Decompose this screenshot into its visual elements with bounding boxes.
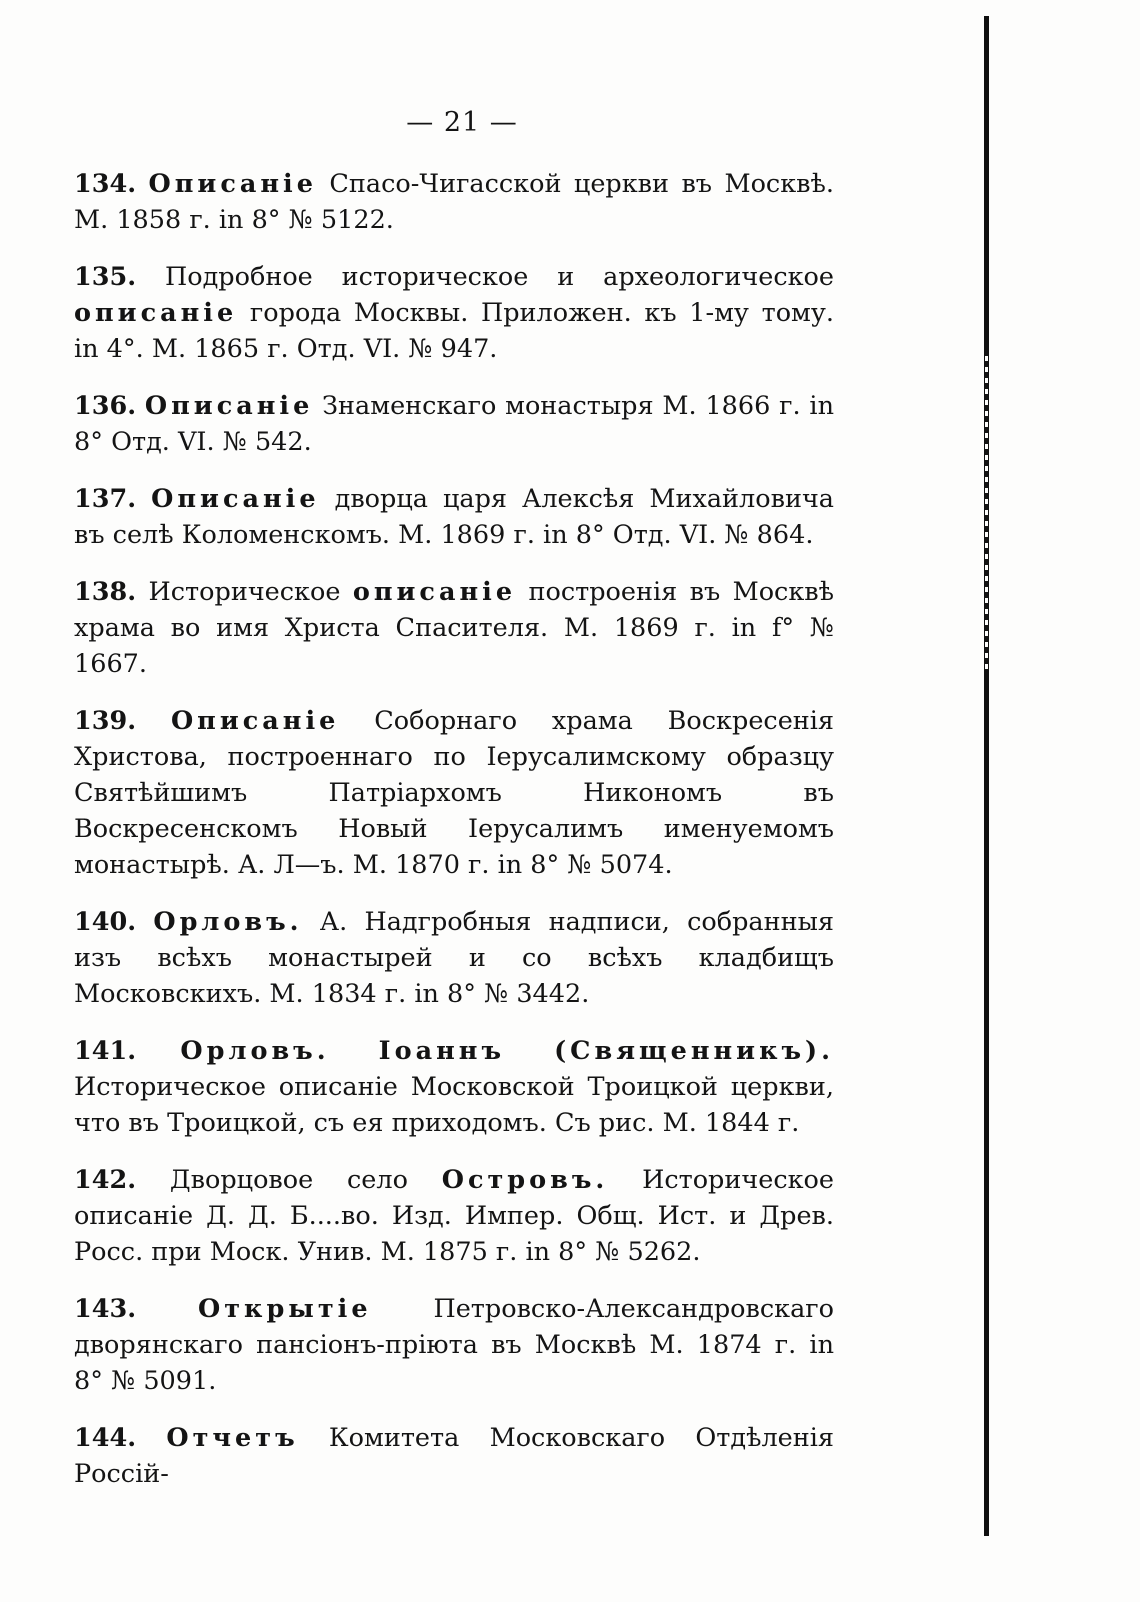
entry-number: 140. (74, 907, 137, 937)
bibliography-entry-144 (74, 1420, 834, 1492)
entry-number: 143. (74, 1294, 137, 1324)
entry-text: А. Надгробныя надписи, собранныя изъ всѣхъ монастырей и со всѣхъ кладбищъ Московскихъ. М. 1834 г. in 8° № 3442. (74, 907, 835, 1009)
page-edge-line-faded (985, 350, 988, 670)
bibliography-entry-140 (74, 904, 834, 1012)
entry-title: Островъ. (441, 1165, 609, 1195)
entry-text: Соборнаго храма Воскресенія Христова, построеннаго по Іерусалимскому образцу Святѣйшимъ Патріархомъ Никономъ въ Воскресенскомъ Новый Іерусалимъ именуемомъ монастырѣ. А. Л—ъ. М. 1870 г. in 8° № 5074. (74, 706, 835, 880)
entry-number: 136. (74, 391, 137, 421)
bibliography-list (74, 166, 834, 1513)
entry-text: Комитета Московскаго Отдѣленія Россій- (74, 1423, 834, 1489)
page-edge-line (984, 16, 989, 1536)
entry-number: 135. (74, 262, 137, 292)
entry-number: 137. (74, 484, 137, 514)
bibliography-entry-134 (74, 166, 834, 238)
entry-title: Отчетъ (166, 1423, 299, 1453)
entry-title: описаніе (352, 577, 517, 607)
entry-title: Описаніе (170, 706, 340, 736)
entry-text: построенія въ Москвѣ храма во имя Христа Спасителя. М. 1869 г. in f° № 1667. (74, 577, 835, 679)
entry-title: Открытіе (198, 1294, 372, 1324)
bibliography-entry-137 (74, 481, 834, 553)
entry-text: Петровско-Александровскаго дворянскаго пансіонъ-пріюта въ Москвѣ М. 1874 г. in 8° № 5091. (74, 1294, 835, 1396)
entry-text: Историческое описаніе Московской Троицкой церкви, что въ Троицкой, съ ея приходомъ. Съ рис. М. 1844 г. (74, 1072, 834, 1138)
bibliography-entry-143 (74, 1291, 834, 1399)
bibliography-entry-135 (74, 259, 834, 367)
entry-title: Орловъ. (153, 907, 303, 937)
bibliography-entry-136 (74, 388, 834, 460)
entry-number: 141. (74, 1036, 137, 1066)
entry-number: 142. (74, 1165, 137, 1195)
entry-text: Знаменскаго монастыря М. 1866 г. in 8° Отд. VI. № 542. (74, 391, 834, 457)
entry-title: описаніе (74, 298, 238, 328)
entry-number: 139. (74, 706, 137, 736)
bibliography-entry-138 (74, 574, 834, 682)
entry-number: 134. (74, 169, 137, 199)
entry-text: города Москвы. Приложен. къ 1-му тому. in 4°. М. 1865 г. Отд. VI. № 947. (74, 298, 835, 364)
entry-text: Историческое описаніе Д. Д. Б....во. Изд. Импер. Общ. Ист. и Древ. Росс. при Моск. Унив. М. 1875 г. in 8° № 5262. (74, 1165, 834, 1267)
entry-text-before: Подробное историческое и археологическое (165, 262, 835, 292)
entry-number: 144. (74, 1423, 137, 1453)
entry-title: Описаніе (148, 169, 317, 199)
entry-number: 138. (74, 577, 137, 607)
entry-text: Спасо-Чигасской церкви въ Москвѣ. М. 1858 г. in 8° № 5122. (74, 169, 834, 235)
bibliography-entry-139 (74, 703, 834, 883)
entry-title: Описаніе (144, 391, 314, 421)
bibliography-entry-142 (74, 1162, 834, 1270)
entry-text-before: Дворцовое село (169, 1165, 408, 1195)
entry-text-before: Историческое (148, 577, 341, 607)
entry-title: Описаніе (151, 484, 320, 514)
entry-title: Орловъ. Іоаннъ (Священникъ). (180, 1036, 835, 1066)
entry-text: дворца царя Алексѣя Михайловича въ селѣ Коломенскомъ. М. 1869 г. in 8° Отд. VI. № 864. (74, 484, 835, 550)
page-number: — 21 — (406, 107, 518, 138)
bibliography-entry-141 (74, 1033, 834, 1141)
